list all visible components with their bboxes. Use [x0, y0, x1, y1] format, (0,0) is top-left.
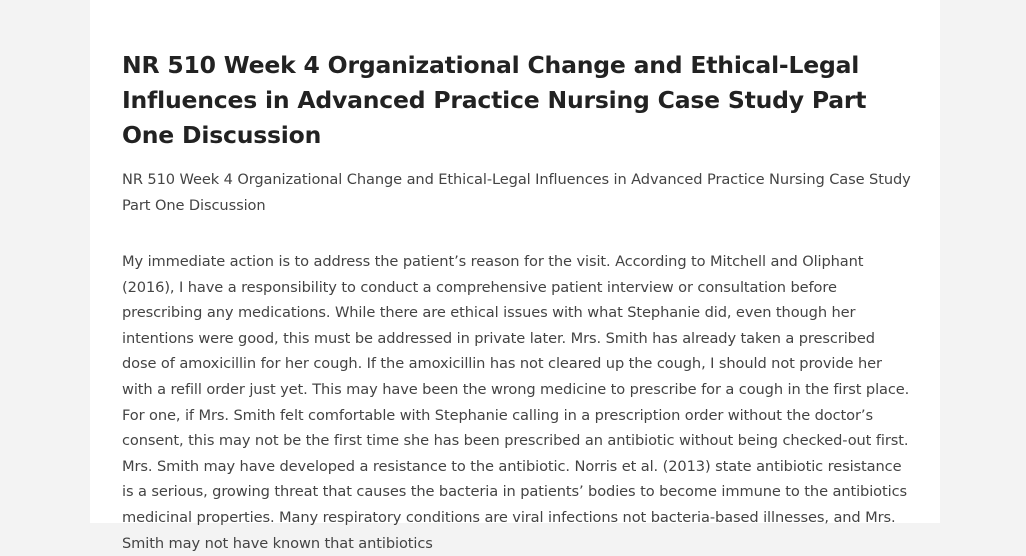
article-paragraph: My immediate action is to address the patient’s reason for the visit. According to Mitchell and Oliphant (2016), I have a responsibility to conduct a comprehensive patient interview or consultation before prescribing any medications. While there are ethical issues with what Stephanie did, even though her intentions were good, this must be addressed in private later. Mrs. Smith has already taken a prescribed dose of amoxicillin for her cough. If the amoxicillin has not cleared up the cough, I should not provide her with a refill order just yet. This may have been the wrong medicine to prescribe for a cough in the first place. For one, if Mrs. Smith felt comfortable with Stephanie calling in a prescription order without the doctor’s consent, this may not be the first time she has been prescribed an antibiotic without being checked-out first. Mrs. Smith may have developed a resistance to the antibiotic. Norris et al. (2013) state antibiotic resistance is a serious, growing threat that causes the bacteria in patients’ bodies to become immune to the antibiotics medicinal properties. Many respiratory conditions are viral infections not bacteria-based illnesses, and Mrs. Smith may not have known that antibiotics — [122, 253, 910, 552]
article-content — [122, 48, 912, 556]
article-subtitle: NR 510 Week 4 Organizational Change and Ethical-Legal Influences in Advanced Practice Nursing Case Study Part One Discussion — [122, 171, 911, 214]
page-title: NR 510 Week 4 Organizational Change and Ethical-Legal Influences in Advanced Practice Nursing Case Study Part One Discussion — [122, 51, 867, 149]
article-page — [90, 0, 940, 552]
